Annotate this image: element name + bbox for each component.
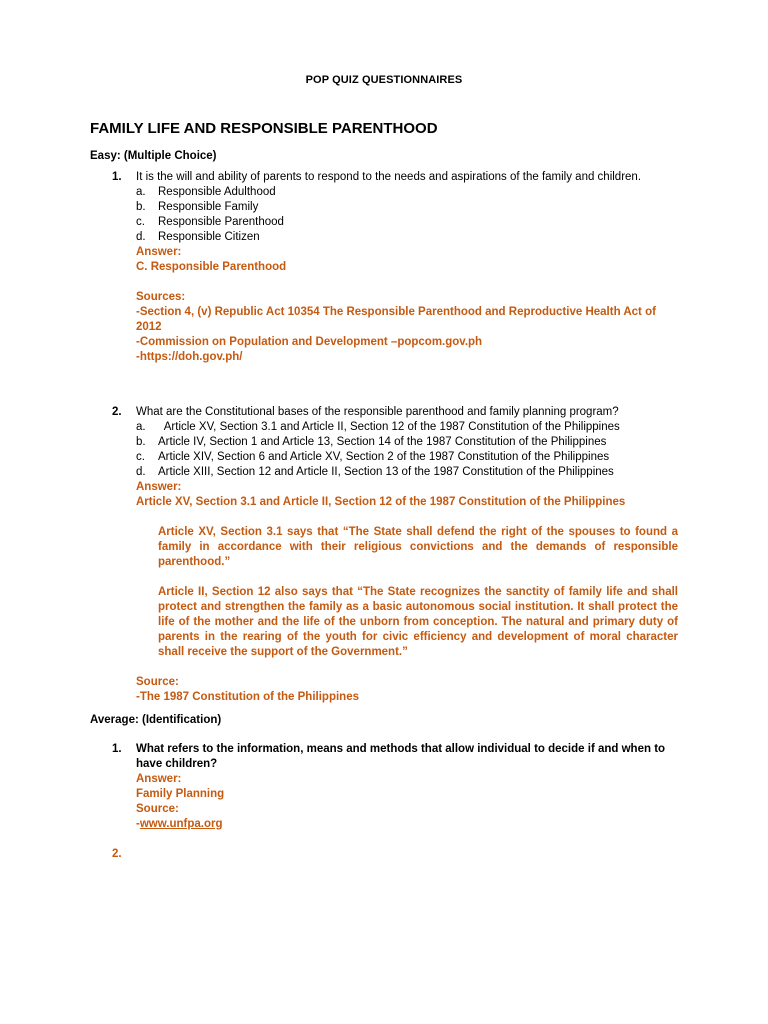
- option-d: [136, 465, 672, 480]
- option-letter: a.: [136, 186, 146, 198]
- option-text: Article XIV, Section 6 and Article XV, Section 2 of the 1987 Constitution of the Philippines: [158, 451, 610, 463]
- question-3: [112, 742, 672, 832]
- option-b: [136, 200, 672, 215]
- option-c: [136, 450, 672, 465]
- option-a: [136, 185, 672, 200]
- average-section-label: Average: (Identification): [90, 714, 222, 726]
- source-label: Source:: [136, 803, 179, 815]
- source-item: -The 1987 Constitution of the Philippines: [136, 691, 359, 703]
- question-number: 1.: [112, 743, 122, 755]
- topic-heading: FAMILY LIFE AND RESPONSIBLE PARENTHOOD: [90, 120, 438, 137]
- source-prefix: -: [136, 818, 140, 830]
- question-text: What are the Constitutional bases of the responsible parenthood and family planning program?: [136, 406, 619, 418]
- answer-text: Family Planning: [136, 788, 225, 800]
- source-label: Source:: [136, 676, 179, 688]
- source-item: -https://doh.gov.ph/: [136, 351, 243, 363]
- question-number: 2.: [112, 848, 122, 860]
- option-letter: c.: [136, 216, 145, 228]
- question-1: [112, 170, 672, 365]
- source-item: -Section 4, (v) Republic Act 10354 The Responsible Parenthood and Reproductive Health Act of 2012: [136, 306, 656, 333]
- answer-text: Article XV, Section 3.1 and Article II, Section 12 of the 1987 Constitution of the Philippines: [136, 496, 626, 508]
- option-letter: b.: [136, 201, 146, 213]
- constitution-quote-2: Article II, Section 12 also says that “The State recognizes the sanctity of family life and shall protect and strengthen the family as a basic autonomous social institution. It shall protect the life of the mother and the life of the unborn from conception. The natural and primary duty of parents in the rearing of the youth for civic efficiency and development of moral character shall receive the support of the Government.”: [158, 586, 678, 658]
- question-text: What refers to the information, means and methods that allow individual to decide if and when to have children?: [136, 743, 666, 770]
- option-letter: d.: [136, 231, 146, 243]
- document-title: POP QUIZ QUESTIONNAIRES: [305, 74, 463, 86]
- question-number: 1.: [112, 171, 122, 183]
- constitution-quote-1: Article XV, Section 3.1 says that “The State shall defend the right of the spouses to found a family in accordance with their religious convictions and the demands of responsible parenthood.”: [158, 526, 678, 568]
- option-text: Responsible Citizen: [158, 231, 260, 243]
- option-letter: d.: [136, 466, 146, 478]
- answer-text: C. Responsible Parenthood: [136, 261, 287, 273]
- option-a: [136, 420, 672, 435]
- sources-label: Sources:: [136, 291, 186, 303]
- option-text: Responsible Family: [158, 201, 259, 213]
- question-text: It is the will and ability of parents to respond to the needs and aspirations of the family and children.: [136, 171, 642, 183]
- answer-label: Answer:: [136, 481, 182, 493]
- option-letter: b.: [136, 436, 146, 448]
- option-text: Responsible Adulthood: [158, 186, 276, 198]
- option-letter: a.: [136, 421, 146, 433]
- source-item: [136, 817, 672, 832]
- source-link[interactable]: www.unfpa.org: [139, 818, 223, 830]
- question-number: 2.: [112, 406, 122, 418]
- option-text: Responsible Parenthood: [158, 216, 284, 228]
- option-letter: c.: [136, 451, 145, 463]
- question-2: [112, 405, 678, 705]
- answer-label: Answer:: [136, 246, 182, 258]
- option-text: Article XIII, Section 12 and Article II, Section 13 of the 1987 Constitution of the Philippines: [158, 466, 614, 478]
- option-d: [136, 230, 672, 245]
- option-b: [136, 435, 672, 450]
- option-c: [136, 215, 672, 230]
- option-text: Article XV, Section 3.1 and Article II, Section 12 of the 1987 Constitution of the Philippines: [158, 421, 620, 433]
- answer-label: Answer:: [136, 773, 182, 785]
- easy-section-label: Easy: (Multiple Choice): [90, 150, 217, 162]
- source-item: -Commission on Population and Development –popcom.gov.ph: [136, 336, 483, 348]
- option-text: Article IV, Section 1 and Article 13, Section 14 of the 1987 Constitution of the Philippines: [158, 436, 607, 448]
